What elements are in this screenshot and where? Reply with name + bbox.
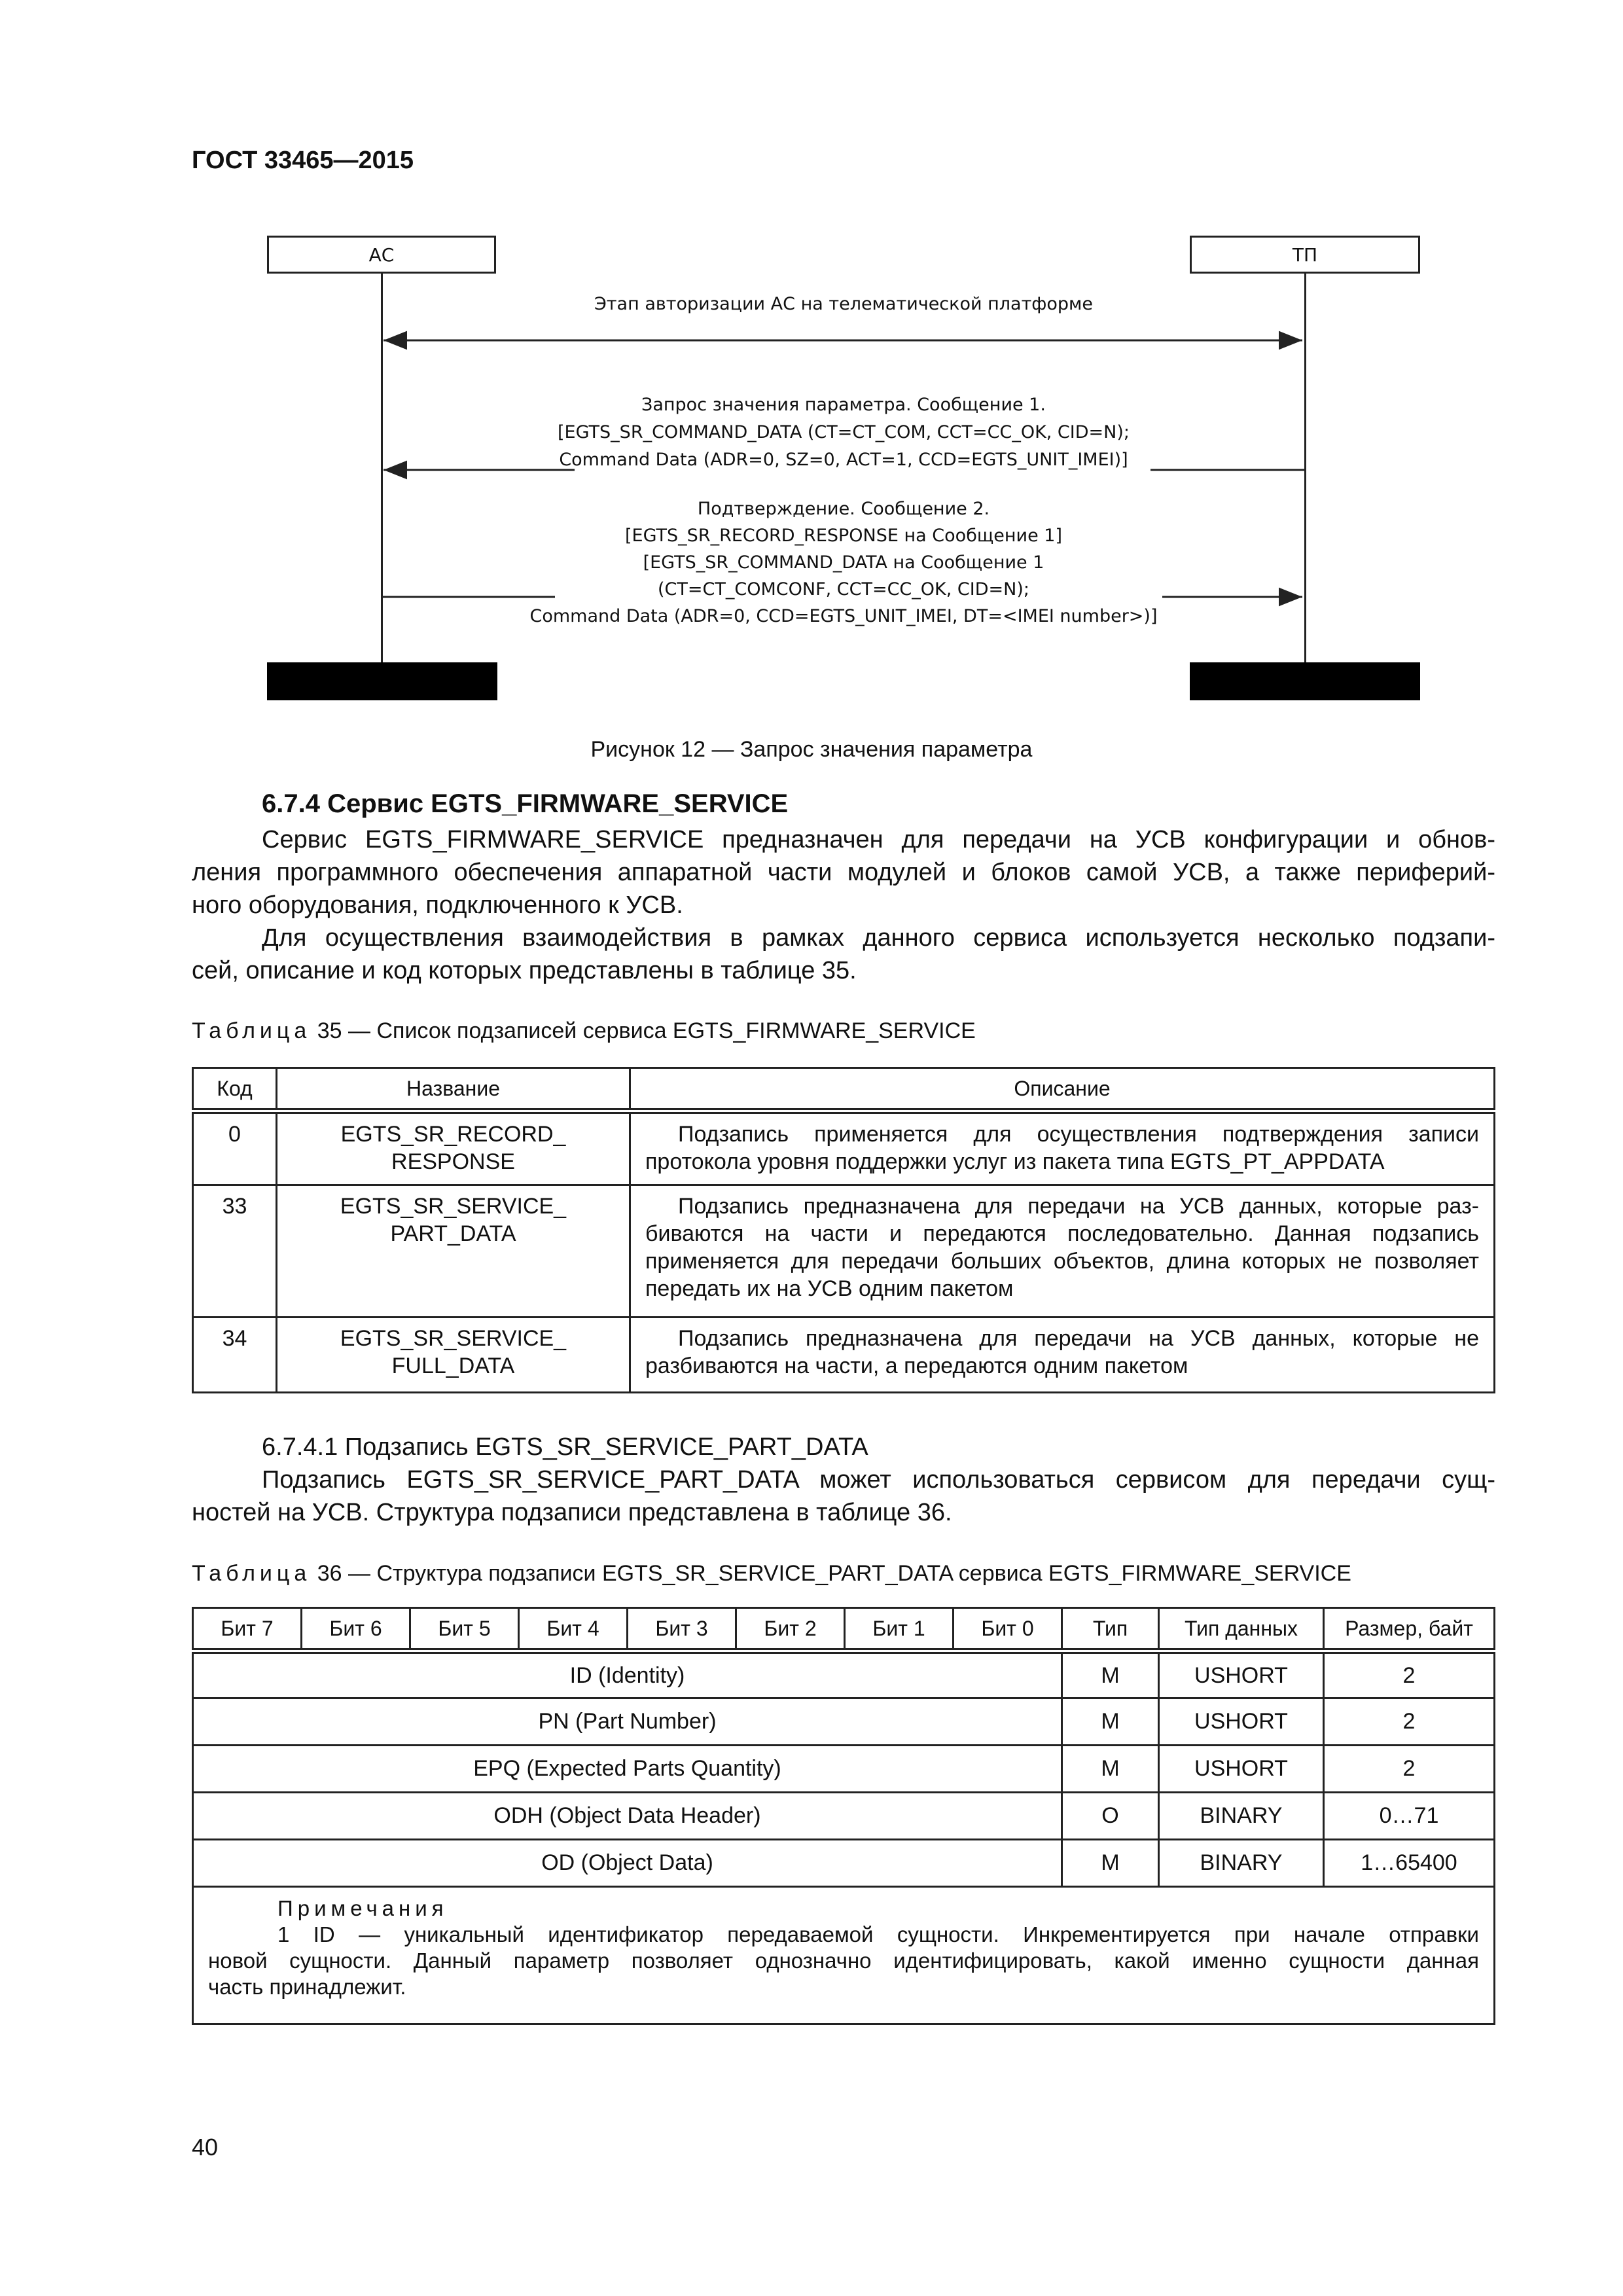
diagram-arrows — [0, 0, 1623, 720]
paragraph-2 — [192, 922, 1495, 987]
table-row — [193, 1185, 1495, 1318]
paragraph-line: ного оборудования, подключенного к УСВ. — [192, 891, 683, 919]
description-cell: Подзапись предназначена для передачи на УСВ данных, которые разбиваются на части и передаются последовательно. Данная подзапись применяется для передачи больших объектов, длина которых не позволяет передать их на УСВ одним пакетом — [630, 1185, 1495, 1318]
table-header-cell: Тип данных — [1159, 1608, 1324, 1651]
datatype-cell: USHORT — [1159, 1651, 1324, 1698]
name-line: EGTS_SR_SERVICE_ — [340, 1194, 567, 1219]
paragraph-line: Подзапись EGTS_SR_SERVICE_PART_DATA может использоваться сервисом для передачи сущ- — [262, 1466, 1495, 1494]
paragraph-line: ностей на УСВ. Структура подзаписи представлена в таблице 36. — [192, 1499, 952, 1526]
note-line: часть принадлежит. — [208, 1975, 406, 1999]
lifeline-head-right: ТП — [1190, 236, 1420, 274]
section-title: 6.7.4 Сервис EGTS_FIRMWARE_SERVICE — [262, 789, 789, 818]
datatype-cell: BINARY — [1159, 1793, 1324, 1840]
table-36 — [192, 1607, 1495, 2025]
message-2-line: [EGTS_SR_COMMAND_DATA на Сообщение 1 — [643, 552, 1044, 573]
name-line: PART_DATA — [390, 1221, 516, 1246]
subsection-block — [192, 1431, 1495, 1529]
type-cell: M — [1062, 1746, 1159, 1793]
table-row — [193, 1651, 1495, 1698]
name-line: RESPONSE — [391, 1149, 515, 1174]
table-caption-text: 36 — Структура подзаписи EGTS_SR_SERVICE_PART_DATA сервиса EGTS_FIRMWARE_SERVICE — [317, 1561, 1351, 1586]
size-cell: 2 — [1324, 1746, 1495, 1793]
datatype-cell: BINARY — [1159, 1840, 1324, 1887]
table-row — [193, 1111, 1495, 1185]
size-cell: 0…71 — [1324, 1793, 1495, 1840]
table-header-cell: Бит 7 — [193, 1608, 302, 1651]
table-header-cell: Название — [277, 1068, 630, 1111]
table-row — [193, 1746, 1495, 1793]
figure-caption: Рисунок 12 — Запрос значения параметра — [590, 737, 1033, 762]
table-header-cell: Бит 3 — [628, 1608, 736, 1651]
type-cell: O — [1062, 1793, 1159, 1840]
table-35-caption — [192, 1018, 976, 1044]
table-36-caption — [192, 1561, 1351, 1587]
table-row — [193, 1318, 1495, 1393]
paragraph-line: Для осуществления взаимодействия в рамках данного сервиса используется несколько подзапи- — [262, 924, 1495, 952]
paragraph-line: сей, описание и код которых представлены в таблице 35. — [192, 957, 857, 984]
name-cell — [277, 1318, 630, 1393]
table-row — [193, 1698, 1495, 1746]
table-header-cell: Код — [193, 1068, 277, 1111]
table-header-cell: Тип — [1062, 1608, 1159, 1651]
table-header-cell: Бит 0 — [954, 1608, 1062, 1651]
note-line: 1 ID — уникальный идентификатор передаваемой сущности. Инкрементируется при начале отправки — [277, 1922, 1479, 1946]
size-cell: 2 — [1324, 1651, 1495, 1698]
name-line: FULL_DATA — [391, 1354, 515, 1378]
description-cell: Подзапись предназначена для передачи на УСВ данных, которые не разбиваются на части, а передаются одним пакетом — [630, 1318, 1495, 1393]
table-row — [193, 1793, 1495, 1840]
paragraph-line: ления программного обеспечения аппаратной части модулей и блоков самой УСВ, а также периферий- — [192, 859, 1495, 886]
step-label-authorization: Этап авторизации АС на телематической платформе — [594, 294, 1094, 314]
type-cell: M — [1062, 1651, 1159, 1698]
name-line: EGTS_SR_RECORD_ — [340, 1122, 566, 1147]
name-cell — [277, 1185, 630, 1318]
paragraph-line: Сервис EGTS_FIRMWARE_SERVICE предназначен для передачи на УСВ конфигурации и обнов- — [262, 826, 1495, 853]
table-caption-word: Таблица — [192, 1018, 312, 1043]
type-cell: M — [1062, 1698, 1159, 1746]
message-2-line: [EGTS_SR_RECORD_RESPONSE на Сообщение 1] — [625, 526, 1062, 546]
name-line: EGTS_SR_SERVICE_ — [340, 1326, 567, 1351]
notes-row — [193, 1887, 1495, 2024]
name-cell — [277, 1111, 630, 1185]
code-cell: 33 — [193, 1185, 277, 1318]
lifeline-head-left: АС — [267, 236, 496, 274]
page-number: 40 — [192, 2134, 219, 2161]
message-2-line: Подтверждение. Сообщение 2. — [697, 499, 990, 519]
table-caption-text: 35 — Список подзаписей сервиса EGTS_FIRMWARE_SERVICE — [317, 1018, 976, 1043]
datatype-cell: USHORT — [1159, 1746, 1324, 1793]
table-header-cell: Бит 4 — [519, 1608, 628, 1651]
code-cell: 0 — [193, 1111, 277, 1185]
table-header-cell: Бит 5 — [410, 1608, 519, 1651]
field-cell: PN (Part Number) — [193, 1698, 1062, 1746]
message-1-line: [EGTS_SR_COMMAND_DATA (CT=CT_COM, CCT=CC_OK, CID=N); — [558, 422, 1130, 442]
table-header-cell: Бит 2 — [736, 1608, 845, 1651]
table-row — [193, 1840, 1495, 1887]
table-35 — [192, 1067, 1495, 1393]
message-2-line: Command Data (ADR=0, CCD=EGTS_UNIT_IMEI, DT=<IMEI number>)] — [529, 606, 1158, 626]
field-cell: ID (Identity) — [193, 1651, 1062, 1698]
field-cell: EPQ (Expected Parts Quantity) — [193, 1746, 1062, 1793]
table-header-cell: Бит 1 — [845, 1608, 954, 1651]
field-cell: OD (Object Data) — [193, 1840, 1062, 1887]
field-cell: ODH (Object Data Header) — [193, 1793, 1062, 1840]
table-header-cell: Бит 6 — [302, 1608, 410, 1651]
table-header-cell: Описание — [630, 1068, 1495, 1111]
code-cell: 34 — [193, 1318, 277, 1393]
table-header-cell: Размер, байт — [1324, 1608, 1495, 1651]
notes-cell — [193, 1887, 1495, 2024]
size-cell: 1…65400 — [1324, 1840, 1495, 1887]
type-cell: M — [1062, 1840, 1159, 1887]
document-header: ГОСТ 33465—2015 — [192, 147, 414, 174]
size-cell: 2 — [1324, 1698, 1495, 1746]
paragraph-1 — [192, 823, 1495, 922]
subsection-title: 6.7.4.1 Подзапись EGTS_SR_SERVICE_PART_DATA — [262, 1433, 868, 1461]
description-cell: Подзапись применяется для осуществления подтверждения записи протокола уровня поддержки услуг из пакета типа EGTS_PT_APPDATA — [630, 1111, 1495, 1185]
message-1-line: Запрос значения параметра. Сообщение 1. — [641, 395, 1046, 415]
message-1-line: Command Data (ADR=0, SZ=0, ACT=1, CCD=EGTS_UNIT_IMEI)] — [559, 450, 1128, 470]
notes-title: Примечания — [277, 1896, 448, 1920]
note-line: новой сущности. Данный параметр позволяет однозначно идентифицировать, какой именно сущности данная — [208, 1948, 1479, 1973]
table-header-row — [193, 1608, 1495, 1651]
table-caption-word: Таблица — [192, 1561, 312, 1586]
message-2-line: (CT=CT_COMCONF, CCT=CC_OK, CID=N); — [658, 579, 1029, 600]
datatype-cell: USHORT — [1159, 1698, 1324, 1746]
